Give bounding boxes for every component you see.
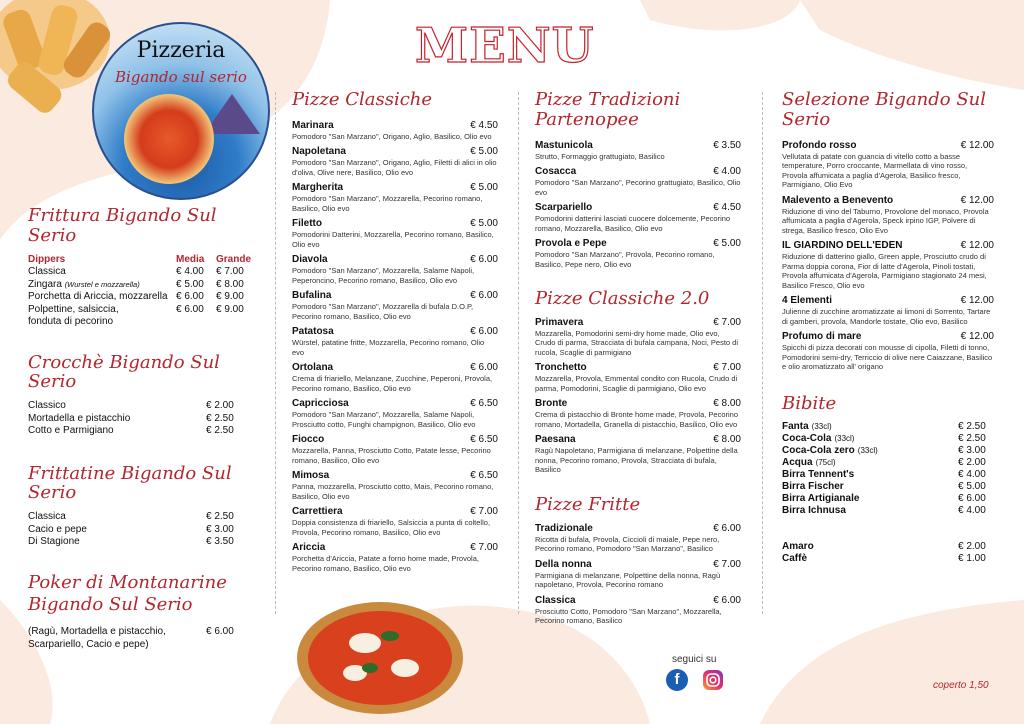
item-description: Ricotta di bufala, Provola, Ciccioli di maiale, Pepe nero, Pecorino romano, Pomodoro "San Marzano", Basilico [535, 534, 720, 554]
drink-name-wrap [782, 457, 836, 469]
section-title-classiche: Pizze Classiche [292, 89, 433, 110]
item-row [292, 506, 498, 518]
drink-price: € 4.00 [958, 505, 986, 517]
drink-name-wrap [782, 433, 854, 445]
item-name: Scarpariello [535, 202, 593, 214]
item-row [535, 166, 741, 178]
item-price: € 4.00 [713, 166, 741, 178]
item-row [292, 542, 498, 554]
item-description: Porchetta d'Ariccia, Patate a forno home made, Provola, Pecorino romano, Basilico, Olio evo [292, 554, 479, 573]
item-row [782, 195, 994, 207]
item-row [535, 398, 741, 410]
menu-item [292, 398, 498, 429]
tradizioni-list [535, 140, 741, 270]
menu-item [292, 542, 498, 573]
poker-item: (Ragù, Mortadella e pistacchio, € 6.00 Scarpariello, Cacio e pepe) [28, 626, 234, 650]
drink-price: € 4.00 [958, 469, 986, 481]
menu-item [782, 240, 994, 290]
item-name: Profumo di mare [782, 331, 862, 343]
menu-item [292, 506, 498, 537]
menu-item [292, 362, 498, 393]
item-name: Carrettiera [292, 506, 343, 518]
item-price: € 6.00 [470, 290, 498, 302]
section-title-selezione: Selezione Bigando Sul Serio [782, 89, 987, 130]
fritte-list [535, 523, 741, 626]
table-row: Polpettine, salsiccia, € 6.00 € 9.00 [28, 303, 244, 315]
coperto-note: coperto 1,50 [933, 680, 989, 691]
drink-item [782, 481, 994, 493]
item-name: Mastunicola [535, 139, 593, 151]
item-description: Spicchi di pizza decorati con mousse di cipolla, Filetti di tonno, Pomodorini semi-dry, Terriccio di olive nere Caiazzane, Basilico e olio aromatizzato all' origano [782, 343, 993, 372]
item-price: € 6.00 [470, 254, 498, 266]
item-name: Bronte [535, 398, 568, 410]
item-row [535, 317, 741, 329]
pizza-image [295, 598, 465, 718]
menu-item [782, 195, 994, 236]
drink-size: (33cl) [857, 446, 878, 456]
item-price: € 12.00 [960, 240, 994, 252]
drink-item [782, 505, 994, 517]
drink-size: (33cl) [834, 434, 855, 444]
item-row [782, 331, 994, 343]
item-price: € 7.00 [713, 362, 741, 374]
col-grande: Grande [216, 253, 252, 265]
menu-item [292, 120, 498, 142]
item-name: Napoletana [292, 146, 346, 158]
item-description: Panna, mozzarella, Prosciutto cotto, Mais, Pecorino romano, Basilico, Olio evo [292, 482, 494, 501]
item-name: Fiocco [292, 434, 325, 446]
classiche-column [292, 90, 498, 578]
divider [518, 92, 519, 614]
item-name: Tronchetto [535, 362, 587, 374]
item-description: Riduzione di vino del Taburno, Provolone del monaco, Provola affumicata a paglia d'Agerola, Speck irpino IGP, Polvere di strega, Basilico fresco, Olio Evo [782, 206, 989, 235]
item-price: € 6.00 [713, 594, 741, 606]
item-row [782, 240, 994, 252]
list-item: Classico € 2.00 [28, 400, 234, 412]
item-row [782, 295, 994, 307]
logo-name: Pizzeria [136, 38, 226, 63]
drink-item [782, 493, 994, 505]
drink-name: Fanta [782, 421, 809, 433]
section-title-classiche2: Pizze Classiche 2.0 [535, 288, 710, 310]
item-description: Würstel, patatine fritte, Mozzarella, Pecorino romano, Olio evo [292, 338, 485, 357]
divider [762, 92, 763, 614]
item-row [535, 523, 741, 535]
item-name: Ortolana [292, 362, 334, 374]
menu-item [535, 559, 741, 590]
item-price: € 5.00 [713, 238, 741, 250]
menu-item [782, 140, 994, 190]
item-row [535, 595, 741, 607]
table-row: Zingara (Wurstel e mozzarella) € 5.00 € 8.00 [28, 278, 244, 290]
menu-item [535, 434, 741, 475]
table-row: Classica € 4.00 € 7.00 [28, 266, 244, 278]
item-name: IL GIARDINO DELL'EDEN [782, 240, 903, 252]
item-row [292, 326, 498, 338]
item-description: Pomodoro "San Marzano", Origano, Aglio, Filetti di alici in olio d'oliva, Olive nere, Basilico, Olio evo [292, 158, 497, 177]
item-description: Crema di friariello, Melanzane, Zucchine, Peperoni, Provola, Pecorino romano, Basilico, Olio evo [292, 374, 493, 393]
item-row [292, 182, 498, 194]
item-name: Bufalina [292, 290, 332, 302]
classiche2-list [535, 317, 741, 475]
item-row [535, 202, 741, 214]
crocche-list [28, 400, 256, 438]
section-title-fritte: Pizze Fritte [535, 493, 641, 515]
list-item: Mortadella e pistacchio € 2.50 [28, 412, 234, 424]
menu-item [535, 166, 741, 197]
item-description: Pomodorini Datterini, Mozzarella, Pecorino romano, Basilico, Olio evo [292, 230, 494, 249]
logo-tagline: Bigando sul serio [115, 68, 247, 86]
drink-name-wrap [782, 445, 878, 457]
item-row [292, 120, 498, 132]
item-description: Pomodoro "San Marzano", Mozzarella di bufala D.O.P, Pecorino romano, Basilico, Olio evo [292, 302, 474, 321]
menu-item [292, 326, 498, 357]
item-description: Riduzione di datterino giallo, Green apple, Prosciutto crudo di Parma doppia corona, Fior di latte d'Agerola, Pinoli tostati, Provola affumicata d'Agerola, Parmigiano stagionato 24 mesi, Basilico Fresco, Olio evo [782, 252, 987, 290]
item-price: € 12.00 [960, 295, 994, 307]
item-description: Julienne di zucchine aromatizzate ai limoni di Sorrento, Tartare di gamberi, provola, Mandorle tostate, Olio evo, Basilico [782, 307, 991, 326]
item-description: Vellutata di patate con guancia di vitello cotto a basse temperature, Porro croccante, Marmellata di vino rosso, Provola affumicata a paglia d'Agerola, Basilico fresco, Parmigiano, Olio Evo [782, 151, 968, 190]
item-name: Ariccia [292, 542, 326, 554]
item-description: Pomodoro "San Marzano", Mozzarella, Pecorino romano, Basilico, Olio evo [292, 194, 483, 213]
item-name: Cosacca [535, 166, 577, 178]
item-price: € 12.00 [960, 139, 994, 151]
drink-price: € 6.00 [958, 493, 986, 505]
item-row [535, 362, 741, 374]
item-description: Pomodoro "San Marzano", Mozzarella, Salame Napoli, Prosciutto cotto, Funghi champignon, Basilico, Olio evo [292, 410, 476, 429]
drink-item [782, 433, 994, 445]
item-price: € 8.00 [713, 398, 741, 410]
section-title-tradizioni: Pizze Tradizioni Partenopee [535, 89, 681, 130]
section-subtitle-poker: Bigando Sul Serio [28, 593, 193, 615]
item-price: € 3.50 [713, 139, 741, 151]
item-description: Crema di pistacchio di Bronte home made, Provola, Pecorino romano, Mortadella, Granella di pistacchio, Basilico, Olio evo [535, 410, 739, 429]
item-price: € 4.50 [470, 119, 498, 131]
item-price: € 12.00 [960, 331, 994, 343]
item-name: Tradizionale [535, 522, 593, 534]
item-row [292, 362, 498, 374]
section-title-frittatine: Frittatine Bigando Sul Serio [28, 462, 232, 504]
menu-item [535, 317, 741, 358]
menu-item [292, 182, 498, 213]
item-name: Patatosa [292, 326, 334, 338]
item-price: € 7.00 [713, 316, 741, 328]
item-row [535, 238, 741, 250]
drink-item [782, 457, 994, 469]
drink-name-wrap [782, 505, 846, 517]
item-row [535, 434, 741, 446]
drink-item [782, 541, 994, 553]
drink-name: Amaro [782, 541, 814, 553]
instagram-icon[interactable] [702, 669, 724, 691]
item-name: Diavola [292, 254, 328, 266]
drink-price: € 5.00 [958, 481, 986, 493]
facebook-icon[interactable]: f [666, 669, 688, 691]
menu-item [782, 331, 994, 372]
item-price: € 4.50 [713, 202, 741, 214]
menu-item [535, 362, 741, 393]
menu-item [292, 290, 498, 321]
item-price: € 6.00 [470, 362, 498, 374]
item-row [292, 470, 498, 482]
item-name: Primavera [535, 316, 584, 328]
drink-name: Caffè [782, 553, 808, 565]
table-row: Porchetta di Ariccia, mozzarella € 6.00 € 9.00 [28, 291, 244, 303]
pizza-logo-image [124, 94, 214, 184]
item-description: Doppia consistenza di friariello, Salsiccia a punta di coltello, Provola, Pecorino romano, Basilico, Olio evo [292, 518, 491, 537]
menu-title: MENU [415, 18, 595, 74]
right-column [782, 90, 994, 565]
middle-column [535, 90, 741, 631]
drink-price: € 2.50 [958, 433, 986, 445]
section-title-crocche: Crocchè Bigando Sul Serio [28, 351, 220, 393]
item-price: € 7.00 [470, 506, 498, 518]
menu-item [292, 218, 498, 249]
item-name: Profondo rosso [782, 139, 857, 151]
drink-name: Birra Tennent's [782, 469, 855, 481]
frittura-table [28, 254, 256, 329]
drink-price: € 2.00 [958, 457, 986, 469]
item-price: € 8.00 [713, 434, 741, 446]
menu-item [292, 434, 498, 465]
item-row [535, 559, 741, 571]
item-description: Pomodoro "San Marzano", Origano, Aglio, Basilico, Olio evo [292, 131, 492, 141]
menu-item [535, 595, 741, 626]
drink-name-wrap [782, 469, 854, 481]
item-row [782, 140, 994, 152]
drink-item [782, 421, 994, 433]
frittura-header [28, 254, 256, 267]
list-item: Di Stagione € 3.50 [28, 536, 234, 548]
drink-name: Birra Artigianale [782, 493, 860, 505]
selezione-list [782, 140, 994, 372]
drink-size: (33cl) [811, 422, 832, 432]
item-description: Pomodoro "San Marzano", Pecorino grattugiato, Basilico, Olio evo [535, 178, 741, 197]
list-item: Classica € 2.50 [28, 511, 234, 523]
item-name: Mimosa [292, 470, 330, 482]
item-price: € 7.00 [470, 542, 498, 554]
item-name: Classica [535, 594, 576, 606]
drink-name-wrap [782, 481, 844, 493]
item-price: € 6.00 [713, 522, 741, 534]
col-media: Media [176, 253, 205, 265]
item-price: € 5.00 [470, 182, 498, 194]
item-row [292, 146, 498, 158]
item-description: Ragù Napoletano, Parmigiana di melanzane, Polpettine della nonna, Pecorino romano, Provola, Stracciata di bufala, Basilico [535, 446, 738, 475]
item-price: € 5.00 [470, 218, 498, 230]
item-name: 4 Elementi [782, 295, 833, 307]
section-title-frittura: Frittura Bigando Sul Serio [28, 205, 217, 246]
drink-size: (75cl) [815, 458, 836, 468]
menu-item [292, 470, 498, 501]
drink-name: Acqua [782, 457, 813, 469]
item-name: Paesana [535, 434, 576, 446]
drink-name-wrap [782, 421, 832, 433]
drink-name: Coca-Cola zero [782, 445, 855, 457]
item-row [292, 398, 498, 410]
item-description: Strutto, Formaggio grattugiato, Basilico [535, 151, 665, 161]
list-item: Cacio e pepe € 3.00 [28, 523, 234, 535]
item-row [535, 140, 741, 152]
social-label: seguici su [672, 654, 717, 665]
drink-name: Birra Fischer [782, 481, 844, 493]
list-item: Cotto e Parmigiano € 2.50 [28, 425, 234, 437]
drink-name: Birra Ichnusa [782, 505, 846, 517]
drink-item [782, 553, 994, 565]
item-price: € 6.50 [470, 398, 498, 410]
menu-item [535, 398, 741, 429]
section-title-bibite: Bibite [782, 392, 837, 414]
item-description: Mozzarella, Pomodorini semi-dry home made, Olio evo, Crudo di parma, Stracciata di bufala campana, Noci, Pesto di rucola, Scaglie di parmigiano [535, 328, 739, 357]
drink-name: Coca-Cola [782, 433, 832, 445]
item-description: Pomodoro "San Marzano", Provola, Pecorino romano, Basilico, Pepe nero, Olio evo [535, 250, 715, 269]
drink-name-wrap [782, 493, 859, 505]
drink-price: € 2.00 [958, 541, 986, 553]
drink-price: € 2.50 [958, 421, 986, 433]
item-price: € 6.50 [470, 470, 498, 482]
item-price: € 6.00 [470, 326, 498, 338]
item-description: Pomodorini datterini lasciati cuocere dolcemente, Pecorino romano, Mozzarella, Basilico, Olio evo [535, 214, 731, 233]
item-description: Pomodoro "San Marzano", Mozzarella, Salame Napoli, Peperoncino, Pecorino romano, Basilico, Olio evo [292, 266, 475, 285]
item-row [292, 254, 498, 266]
table-row: fonduta di pecorino [28, 316, 114, 328]
pizzeria-logo [92, 22, 270, 200]
drink-price: € 3.00 [958, 445, 986, 457]
item-name: Filetto [292, 218, 322, 230]
item-row [292, 218, 498, 230]
item-price: € 12.00 [960, 194, 994, 206]
item-price: € 5.00 [470, 146, 498, 158]
drink-price: € 1.00 [958, 553, 986, 565]
item-name: Marinara [292, 119, 334, 131]
item-description: Mozzarella, Provola, Emmental condito con Rucola, Crudo di parma, Pomodorini, Scaglie di parmigiano, Olio evo [535, 374, 738, 393]
item-name: Della nonna [535, 558, 592, 570]
menu-item [535, 238, 741, 269]
section-title-poker: Poker di Montanarine [28, 571, 227, 593]
divider [275, 92, 276, 614]
item-row [292, 290, 498, 302]
extra-list [782, 541, 994, 565]
item-price: € 7.00 [713, 558, 741, 570]
drink-item [782, 469, 994, 481]
item-name: Malevento a Benevento [782, 194, 894, 206]
col-dippers: Dippers [28, 253, 66, 265]
left-column [28, 206, 256, 651]
frittatine-list [28, 511, 256, 549]
menu-item [292, 254, 498, 285]
drink-item [782, 445, 994, 457]
classiche-list [292, 120, 498, 574]
menu-item [782, 295, 994, 326]
item-name: Provola e Pepe [535, 238, 607, 250]
item-name: Capricciosa [292, 398, 349, 410]
menu-item [535, 140, 741, 162]
item-row [292, 434, 498, 446]
item-description: Parmigiana di melanzane, Polpettine della nonna, Ragù napoletano, Provola, Pecorino romano [535, 570, 721, 590]
item-description: Mozzarella, Panna, Prosciutto Cotto, Patate lesse, Pecorino romano, Basilico, Olio evo [292, 446, 491, 465]
item-name: Margherita [292, 182, 344, 194]
menu-item [535, 523, 741, 554]
bibite-list [782, 421, 994, 517]
item-description: Prosciutto Cotto, Pomodoro "San Marzano", Mozzarella, Pecorino romano, Basilico [535, 606, 722, 626]
item-price: € 6.50 [470, 434, 498, 446]
menu-item [292, 146, 498, 177]
menu-item [535, 202, 741, 233]
